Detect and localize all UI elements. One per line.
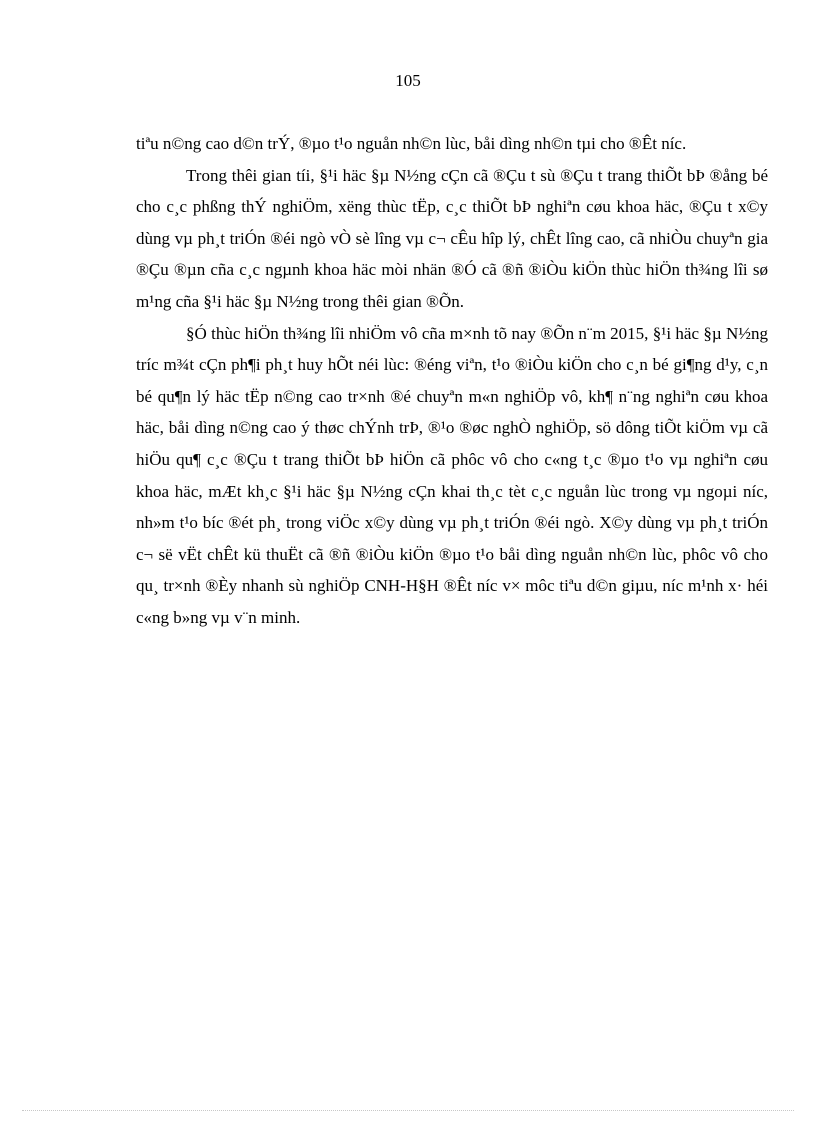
footer-dotted-rule bbox=[22, 1110, 794, 1111]
paragraph-1: tiªu n©ng cao d©n trÝ, ®µo t¹o nguån nh©n lùc, båi dìng nh©n tµi cho ®Êt níc. bbox=[136, 134, 687, 153]
body-text bbox=[136, 128, 768, 634]
page-number: 105 bbox=[395, 71, 421, 90]
paragraph-2: Trong thêi gian tíi, §¹i häc §µ N½ng cÇn cã ®Çu t sù ®Çu t trang thiÕt bÞ ®ång bé cho c¸c phßng thÝ nghiÖm, xëng thùc tËp, c¸c thiÕt bÞ nghiªn cøu khoa häc, ®Çu t x©y dùng vµ ph¸t triÓn ®éi ngò vÒ sè lîng vµ c¬ cÊu hîp lý, chÊt lîng cao, cã nhiÒu chuyªn gia ®Çu ®µn cña c¸c ngµnh khoa häc mòi nhän ®Ó cã ®ñ ®iÒu kiÖn thùc hiÖn th¾ng lîi sø m¹ng cña §¹i häc §µ N½ng trong thêi gian ®Õn. bbox=[136, 165, 768, 311]
paragraph-3: §Ó thùc hiÖn th¾ng lîi nhiÖm vô cña m×nh tõ nay ®Õn n¨m 2015, §¹i häc §µ N½ng tríc m¾t cÇn ph¶i ph¸t huy hÕt néi lùc: ®éng viªn, t¹o ®iÒu kiÖn cho c¸n bé gi¶ng d¹y, c¸n bé qu¶n lý häc tËp n©ng cao tr×nh ®é chuyªn m«n nghiÖp vô, kh¶ n¨ng nghiªn cøu khoa häc, båi dìng n©ng cao ý thøc chÝnh trÞ, ®¹o ®øc nghÒ nghiÖp, sö dông tiÕt kiÖm vµ cã hiÖu qu¶ c¸c ®Çu t trang thiÕt bÞ hiÖn cã phôc vô cho c«ng t¸c ®µo t¹o vµ nghiªn cøu khoa häc, mÆt kh¸c §¹i häc §µ N½ng cÇn khai th¸c tèt c¸c nguån lùc trong vµ ngoµi níc, nh»m t¹o bíc ®ét ph¸ trong viÖc x©y dùng vµ ph¸t triÓn ®éi ngò. X©y dùng vµ ph¸t triÓn c¬ së vËt chÊt kü thuËt cã ®ñ ®iÒu kiÖn ®µo t¹o båi dìng nguån nh©n lùc, phôc vô cho qu¸ tr×nh ®Èy nhanh sù nghiÖp CNH-H§H ®Êt níc v× môc tiªu d©n giµu, níc m¹nh x· héi c«ng b»ng vµ v¨n minh. bbox=[136, 323, 768, 627]
